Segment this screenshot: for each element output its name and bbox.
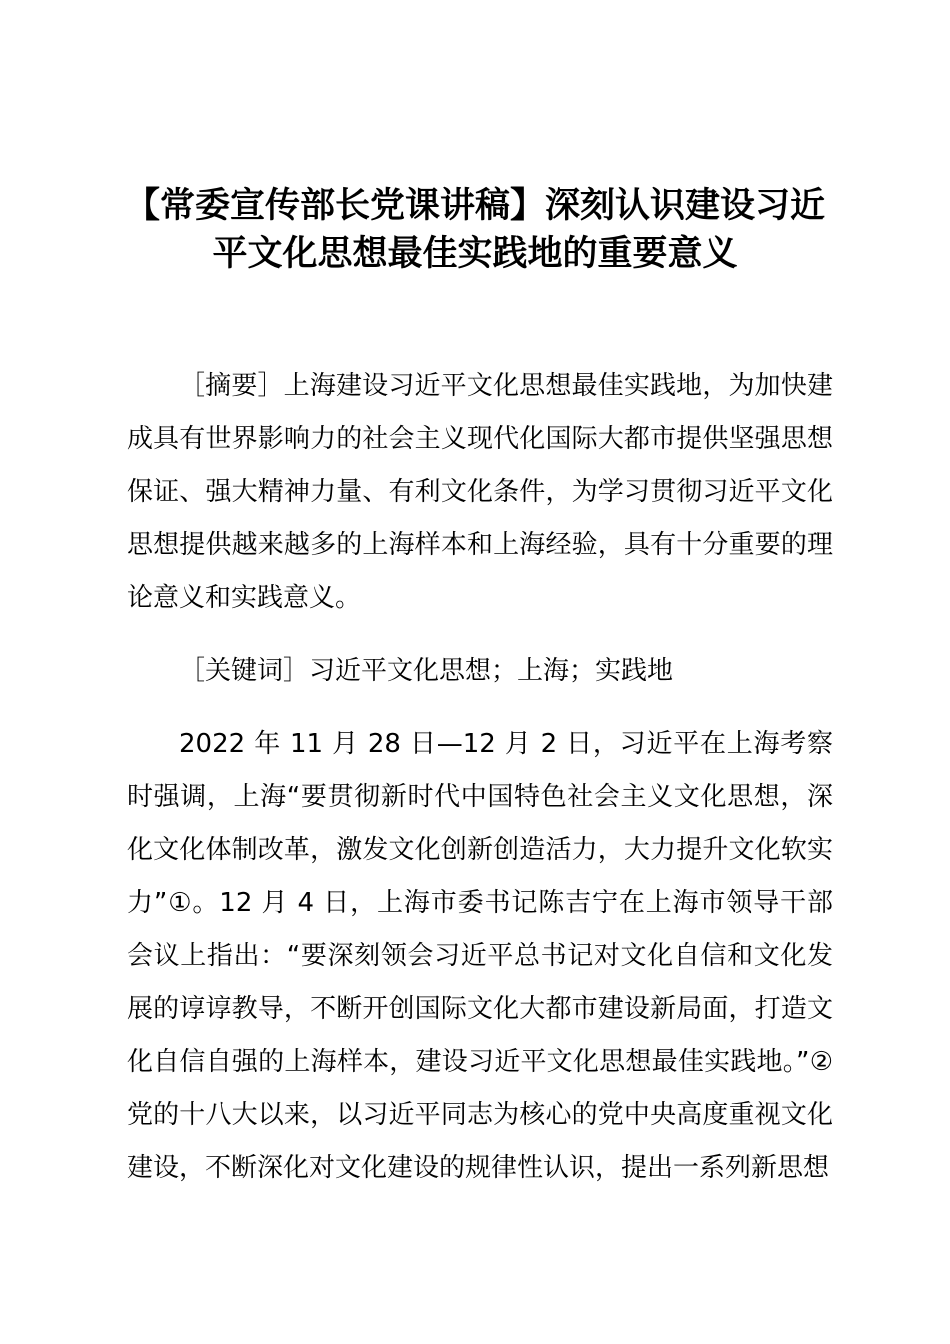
- title-line-1: 【常委宣传部长党课讲稿】深刻认识建设习近: [124, 186, 825, 226]
- document-title: [110, 182, 840, 278]
- abstract-paragraph: ［摘要］上海建设习近平文化思想最佳实践地，为加快建成具有世界影响力的社会主义现代化国际大都市提供坚强思想保证、强大精神力量、有利文化条件，为学习贯彻习近平文化思想提供越来越多的上海样本和上海经验，具有十分重要的理论意义和实践意义。: [127, 371, 833, 613]
- title-line-2: 平文化思想最佳实践地的重要意义: [212, 234, 738, 274]
- keywords-paragraph: ［关键词］习近平文化思想；上海；实践地: [179, 656, 674, 686]
- document-body: [127, 360, 833, 1215]
- body-paragraph: 2022 年 11 月 28 日—12 月 2 日，习近平在上海考察时强调，上海“要贯彻新时代中国特色社会主义文化思想，深化文化体制改革，激发文化创新创造活力，大力提升文化软实力”①。12 月 4 日，上海市委书记陈吉宁在上海市领导干部会议上指出：“要深刻领会习近平总书记对文化自信和文化发展的谆谆教导，不断开创国际文化大都市建设新局面，打造文化自信自强的上海样本，建设习近平文化思想最佳实践地。”②党的十八大以来，以习近平同志为核心的党中央高度重视文化建设，不断深化对文化建设的规律性认识，提出一系列新思想: [127, 729, 833, 1183]
